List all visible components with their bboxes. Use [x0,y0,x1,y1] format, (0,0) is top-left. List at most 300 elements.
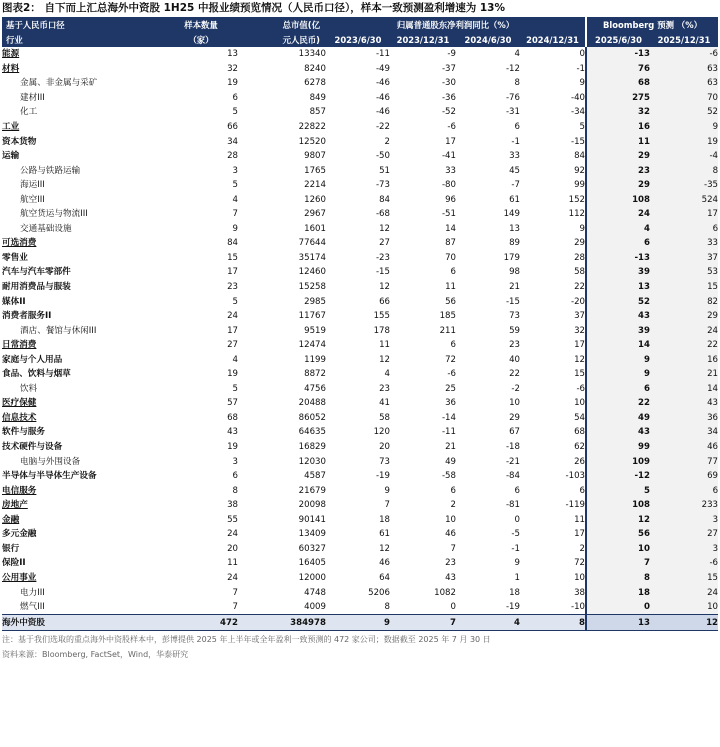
cell-v4: 84 [574,151,586,162]
industry-name [2,76,164,91]
header-mcap: 总市值(亿 [238,17,326,32]
cell-v3: 6 [514,122,520,132]
cell-count: 17 [227,267,238,278]
cell-v2: 2 [450,500,456,511]
cell-v4: -40 [570,92,586,103]
table-row [2,47,718,62]
cell-mcap: 6278 [304,78,326,89]
industry-name [2,62,164,77]
industry-name [2,178,164,193]
cell-count: 84 [227,238,238,249]
cell-mcap: 4587 [304,471,326,482]
cell-b1: 29 [586,149,650,164]
table-row [2,396,718,411]
table-row [2,498,718,513]
cell-count: 19 [227,369,238,380]
industry-label: 海运III [20,180,45,191]
cell-v3: -21 [505,456,520,467]
cell-v2: 25 [445,383,456,394]
table-row [2,309,718,324]
cell-v4: 12 [574,354,586,365]
cell-b1: 14 [586,338,650,353]
cell-v2: 6 [450,267,456,278]
cell-count: 5 [232,180,238,191]
industry-name [2,425,164,440]
industry-name [2,309,164,324]
cell-v3: 8 [514,78,520,89]
cell-b2: -35 [650,178,718,193]
industry-label: 家庭与个人用品 [2,354,63,365]
cell-v1: 12 [379,223,390,234]
cell-v2: 6 [450,340,456,351]
cell-b2: 9 [650,120,718,135]
source-note: 资料来源：Bloomberg, FactSet，Wind，华泰研究 [2,649,189,659]
cell-b1: 32 [586,105,650,120]
cell-b1: 0 [586,600,650,615]
cell-b2: 43 [650,396,718,411]
cell-v3: 59 [509,325,520,336]
cell-b2: 15 [650,571,718,586]
cell-v4: 38 [574,587,586,598]
cell-v3: 98 [509,267,520,278]
cell-v2: 14 [445,223,456,234]
industry-name [2,585,164,600]
cell-v1: 73 [379,456,390,467]
cell-b1: 11 [586,134,650,149]
cell-v2: -36 [441,92,456,103]
cell-b1: 39 [586,265,650,280]
cell-v4: 112 [568,209,586,220]
cell-v2: -11 [441,427,456,438]
cell-v4: 29 [574,238,586,249]
cell-b1: 12 [586,513,650,528]
table-row [2,163,718,178]
cell-b1: 68 [586,76,650,91]
cell-v1: -46 [375,107,390,118]
cell-mcap: 2985 [304,296,326,307]
cell-v4: 0 [579,49,586,60]
table-row [2,323,718,338]
industry-label: 交通基础设施 [20,223,72,234]
cell-b1: 76 [586,62,650,77]
cell-b2: 24 [650,323,718,338]
cell-b1: 23 [586,163,650,178]
cell-b2: 77 [650,454,718,469]
industry-name [2,571,164,586]
table-body [2,47,718,630]
cell-v3: -15 [505,296,520,307]
cell-v1: 2 [384,136,390,147]
cell-v2: 17 [445,136,456,147]
cell-b2: 33 [650,236,718,251]
cell-b1: 99 [586,440,650,455]
cell-b1: 9 [586,367,650,382]
cell-v4: 6 [579,485,586,496]
cell-v3: 61 [509,194,520,205]
cell-b2: 37 [650,251,718,266]
cell-mcap: 20098 [298,500,326,511]
cell-b1: 43 [586,425,650,440]
cell-b1: 4 [586,222,650,237]
cell-b1: 7 [586,556,650,571]
industry-name [2,192,164,207]
industry-name [2,469,164,484]
cell-b2: -4 [650,149,718,164]
cell-v4: 54 [574,412,586,423]
cell-v2: -41 [441,151,456,162]
cell-mcap: 13340 [298,49,326,60]
cell-count: 15 [227,252,238,263]
cell-v3: 9 [514,558,520,569]
cell-count: 20 [227,543,238,554]
industry-name [2,527,164,542]
cell-v3: -5 [511,529,520,540]
cell-v3: 149 [503,209,520,220]
table-row [2,236,718,251]
table-row [2,62,718,77]
table-row [2,192,718,207]
cell-v3: -81 [505,500,520,511]
cell-v2: 23 [445,558,456,569]
cell-b1: -12 [586,469,650,484]
cell-v2: -80 [441,180,456,191]
cell-v3: 13 [509,223,520,234]
cell-v1: 120 [373,427,390,438]
table-row [2,542,718,557]
cell-v1: 155 [373,311,390,322]
cell-v2: -6 [447,369,456,380]
cell-v1: -15 [375,267,390,278]
cell-count: 66 [227,122,238,132]
cell-b2: 63 [650,76,718,91]
cell-mcap: 1765 [304,165,326,176]
industry-label: 公用事业 [2,572,37,583]
cell-v3: 6 [514,485,520,496]
cell-v2: 11 [445,282,456,293]
cell-v1: 11 [379,340,390,351]
cell-b1: 13 [586,280,650,295]
cell-v4: -15 [570,136,586,147]
cell-count: 24 [227,572,238,583]
cell-v4: 17 [574,340,586,351]
cell-v1: 41 [379,398,390,409]
industry-label: 饮料 [20,383,38,394]
cell-b1: 49 [586,411,650,426]
cell-count: 5 [232,296,238,307]
cell-v3: 23 [509,340,520,351]
cell-v2: -51 [441,209,456,220]
table-row [2,91,718,106]
industry-label: 海外中资股 [2,617,45,628]
industry-label: 耐用消费品与服装 [2,282,71,293]
cell-count: 13 [227,49,238,60]
cell-b1: 108 [586,192,650,207]
cell-v1: 7 [384,500,390,511]
cell-count: 8 [232,485,238,496]
industry-label: 能源 [2,49,20,60]
cell-b2: 63 [650,62,718,77]
cell-v1: 23 [379,383,390,394]
cell-count: 17 [227,325,238,336]
cell-b2: 10 [650,600,718,615]
header-bbg-period-1: 2025/6/30 [586,32,650,47]
cell-b2: 12 [650,615,718,631]
cell-v3: 73 [509,311,520,322]
cell-v1: 18 [379,514,390,525]
industry-label: 运输 [2,151,20,162]
header-bbg-period-2: 2025/12/31 [650,32,718,47]
cell-count: 27 [227,340,238,351]
cell-v2: 96 [445,194,456,205]
cell-v2: 6 [450,485,456,496]
cell-mcap: 4009 [304,602,326,613]
industry-label: 燃气III [20,602,45,613]
table-row [2,585,718,600]
cell-b2: 3 [650,542,718,557]
cell-v1: 5206 [368,587,390,598]
table-row [2,338,718,353]
cell-v3: -1 [511,136,520,147]
cell-v3: 10 [509,398,520,409]
industry-label: 可选消费 [2,238,37,249]
cell-mcap: 2967 [304,209,326,220]
table-row [2,265,718,280]
cell-v4: -119 [565,500,586,511]
cell-mcap: 1601 [304,223,326,234]
cell-v4: 5 [579,122,586,132]
industry-label: 金融 [2,514,20,525]
cell-v4: 28 [574,252,586,263]
header-net-profit-group: 归属普通股东净利润同比（%） [326,17,586,32]
table-row [2,222,718,237]
cell-b1: 52 [586,294,650,309]
cell-b1: 16 [586,120,650,135]
cell-mcap: 2214 [304,180,326,191]
cell-mcap: 9807 [304,151,326,162]
earnings-preview-table [2,17,718,631]
cell-v3: -18 [505,442,520,453]
table-row [2,149,718,164]
table-row [2,556,718,571]
cell-v1: 66 [379,296,390,307]
industry-name [2,294,164,309]
industry-label: 材料 [2,63,20,74]
industry-label: 食品、饮料与烟草 [2,369,71,380]
cell-count: 19 [227,442,238,453]
cell-mcap: 77644 [298,238,326,249]
cell-v2: 7 [390,615,456,631]
cell-b1: -13 [586,251,650,266]
cell-b1: 56 [586,527,650,542]
cell-v1: 51 [379,165,390,176]
cell-v1: 61 [379,529,390,540]
cell-mcap: 857 [309,107,326,118]
cell-v1: 58 [379,412,390,423]
industry-label: 日常消费 [2,340,37,351]
cell-v1: -23 [375,252,390,263]
cell-v2: -9 [447,49,456,60]
table-row [2,178,718,193]
cell-count: 7 [232,209,238,220]
cell-b2: -6 [650,47,718,62]
cell-v4: 8 [520,615,586,631]
industry-label: 航空III [20,194,45,205]
industry-name [2,513,164,528]
table-row [2,454,718,469]
cell-v4: -20 [570,296,586,307]
cell-v4: 10 [574,572,586,583]
industry-name [2,440,164,455]
cell-b1: 13 [586,615,650,631]
industry-name [2,207,164,222]
industry-name [2,411,164,426]
cell-v3: 22 [509,369,520,380]
cell-mcap: 4748 [304,587,326,598]
cell-v2: 1082 [434,587,456,598]
cell-count: 23 [227,282,238,293]
industry-name [2,382,164,397]
cell-b1: 9 [586,352,650,367]
cell-b2: 53 [650,265,718,280]
table-row [2,527,718,542]
industry-label: 资本货物 [2,136,37,147]
cell-b2: 233 [650,498,718,513]
cell-b2: 19 [650,134,718,149]
cell-v3: -12 [505,63,520,74]
industry-name [2,600,164,615]
cell-b1: 5 [586,483,650,498]
cell-count: 24 [227,311,238,322]
industry-name [2,396,164,411]
industry-label: 航空货运与物流III [20,209,88,220]
cell-v1: 84 [379,194,390,205]
cell-v3: 40 [509,354,520,365]
cell-v1: -68 [375,209,390,220]
cell-v4: 17 [574,529,586,540]
cell-mcap: 60327 [298,543,326,554]
total-row [2,615,718,631]
footnote: 注：基于我们选取的重点海外中资股样本中，彭博提供 2025 年上半年或全年盈利一致预测的 472 家公司；数据截至 2025 年 7 月 30 日 [2,634,491,644]
cell-v4: -34 [570,107,586,118]
cell-count: 11 [227,558,238,569]
cell-mcap: 21679 [298,485,326,496]
cell-count: 7 [232,602,238,613]
cell-mcap: 22822 [298,122,326,132]
cell-b2: 36 [650,411,718,426]
cell-mcap: 16829 [298,442,326,453]
industry-name [2,222,164,237]
cell-mcap: 12460 [298,267,326,278]
figure-title: 图表2： 自下而上汇总海外中资股 1H25 中报业绩预览情况（人民币口径），样本一致预测盈利增速为 13% [2,2,506,14]
cell-count: 4 [232,194,238,205]
table-row [2,600,718,615]
cell-v1: 4 [384,369,390,380]
cell-b2: 34 [650,425,718,440]
cell-v4: 2 [579,543,586,554]
cell-count: 3 [232,165,238,176]
industry-name [2,542,164,557]
cell-mcap: 15258 [298,282,326,293]
cell-count: 3 [232,456,238,467]
cell-v3: 179 [503,252,520,263]
cell-v2: 56 [445,296,456,307]
cell-v2: 185 [439,311,456,322]
cell-v4: 15 [574,369,586,380]
cell-count: 19 [227,78,238,89]
cell-b2: 15 [650,280,718,295]
cell-count: 7 [232,587,238,598]
industry-label: 信息技术 [2,412,37,423]
cell-b2: 27 [650,527,718,542]
cell-v1: 9 [384,485,390,496]
cell-v3: 89 [509,238,520,249]
cell-b2: 17 [650,207,718,222]
cell-mcap: 12030 [298,456,326,467]
table-row [2,105,718,120]
cell-b2: 52 [650,105,718,120]
cell-b2: 29 [650,309,718,324]
cell-v3: 21 [509,282,520,293]
cell-v2: -30 [441,78,456,89]
cell-b2: 16 [650,352,718,367]
table-row [2,294,718,309]
cell-v4: -6 [576,383,586,394]
industry-name [2,615,164,631]
cell-v3: -1 [511,543,520,554]
cell-b1: 108 [586,498,650,513]
industry-name [2,367,164,382]
cell-v2: 7 [450,543,456,554]
cell-v3: -76 [505,92,520,103]
cell-v3: -31 [505,107,520,118]
table-row [2,469,718,484]
cell-mcap: 12000 [298,572,326,583]
cell-b1: 39 [586,323,650,338]
cell-v2: -14 [441,412,456,423]
cell-mcap: 20488 [298,398,326,409]
cell-v1: 8 [384,602,390,613]
industry-name [2,280,164,295]
table-row [2,513,718,528]
cell-b1: 24 [586,207,650,222]
table-row [2,251,718,266]
industry-label: 汽车与汽车零部件 [2,267,71,278]
cell-b1: 29 [586,178,650,193]
cell-mcap: 9519 [304,325,326,336]
header-bloomberg-group: Bloomberg 预测 （%） [586,17,718,32]
industry-name [2,149,164,164]
cell-v3: 0 [514,514,520,525]
cell-v1: -50 [375,151,390,162]
cell-b2: 21 [650,367,718,382]
cell-v4: 11 [574,514,586,525]
cell-v2: -6 [447,122,456,132]
cell-v1: 12 [379,354,390,365]
industry-label: 医疗保健 [2,398,37,409]
cell-b2: 22 [650,338,718,353]
cell-v4: 58 [574,267,586,278]
cell-v2: 0 [450,602,456,613]
cell-v1: 20 [379,442,390,453]
cell-count: 68 [227,412,238,423]
cell-v1: -46 [375,92,390,103]
cell-v2: 87 [445,238,456,249]
cell-b1: 109 [586,454,650,469]
cell-b2: 69 [650,469,718,484]
cell-v4: 10 [574,398,586,409]
industry-name [2,265,164,280]
cell-v3: 4 [456,615,520,631]
